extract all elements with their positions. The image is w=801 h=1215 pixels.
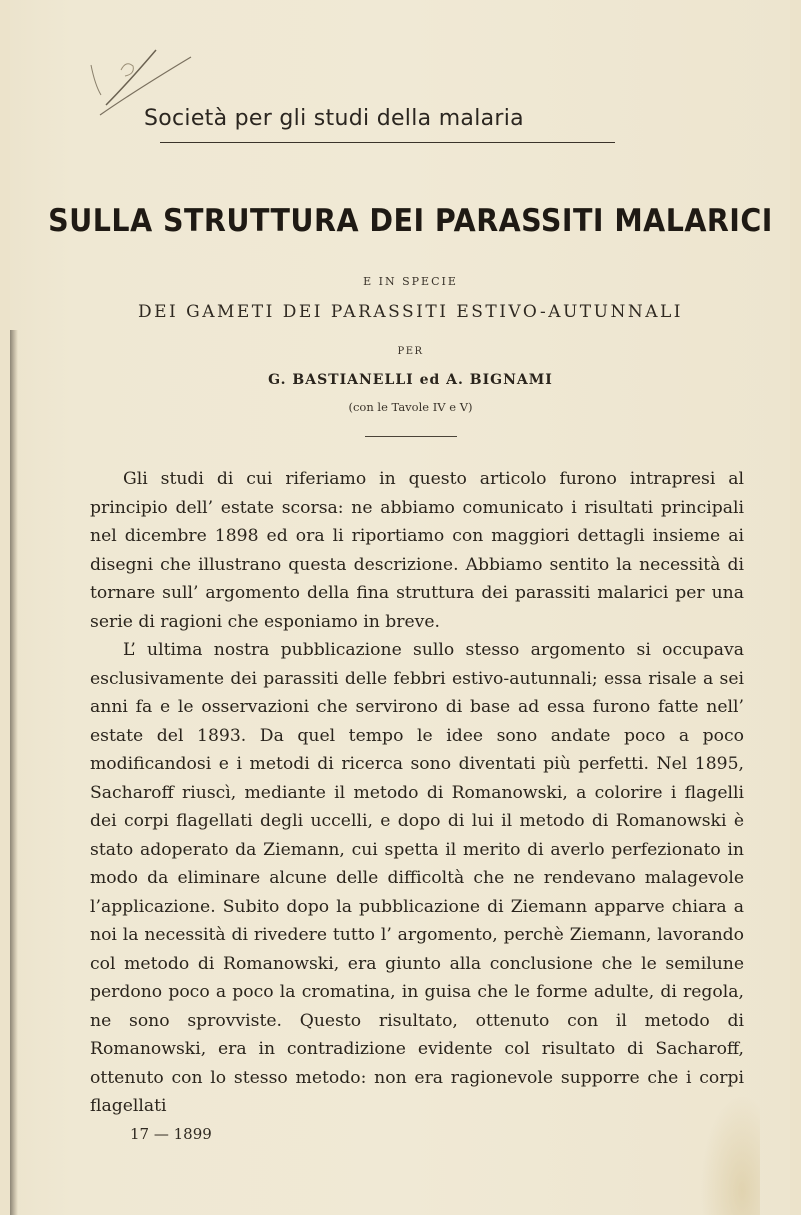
society-header: Società per gli studi della malaria <box>144 106 524 131</box>
article-body <box>90 465 744 1121</box>
byline-per: PER <box>397 346 424 357</box>
subtitle-line-1: E IN SPECIE <box>363 275 458 288</box>
authors: G. BASTIANELLI ed A. BIGNAMI <box>268 372 553 388</box>
page <box>10 0 790 1215</box>
subtitle-line-2: DEI GAMETI DEI PARASSITI ESTIVO-AUTUNNALI <box>137 302 684 322</box>
article-title: SULLA STRUTTURA DEI PARASSITI MALARICI <box>48 203 773 239</box>
binding-edge <box>10 330 18 1215</box>
header-rule <box>160 142 615 143</box>
plates-note: (con le Tavole IV e V) <box>348 400 473 414</box>
paragraph: Gli studi di cui riferiamo in questo articolo furono intrapresi al principio dell’ estate scorsa: ne abbiamo comunicato i risultati principali nel dicembre 1898 ed ora li riportiamo con maggiori dettagli insieme ai disegni che illustrano questa descrizione. Abbiamo sentito la necessità di tornare sull’ argomento della fina struttura dei parassiti malarici per una serie di ragioni che esponiamo in breve. <box>90 469 744 632</box>
signature-mark: 17 — 1899 <box>130 1125 212 1143</box>
paper-stain <box>700 1095 760 1215</box>
title-rule <box>365 436 457 437</box>
paragraph: L’ ultima nostra pubblicazione sullo stesso argomento si occupava esclusivamente dei parassiti delle febbri estivo-autunnali; essa risale a sei anni fa e le osservazioni che servirono di base ad essa furono fatte nell’ estate del 1893. Da quel tempo le idee sono andate poco a poco modificandosi e i metodi di ricerca sono diventati più perfetti. Nel 1895, Sacharoff riuscì, mediante il metodo di Romanowski, a colorire i flagelli dei corpi flagellati degli uccelli, e dopo di lui il metodo di Romanowski è stato adoperato da Ziemann, cui spetta il merito di averlo perfezionato in modo da eliminare alcune delle difficoltà che ne rendevano malagevole l’applicazione. Subito dopo la pubblicazione di Ziemann apparve chiara a noi la necessità di rivedere tutto l’ argomento, perchè Ziemann, lavorando col metodo di Romanowski, era giunto alla conclusione che le semilune perdono poco a poco la cromatina, in guisa che le forme adulte, di regola, ne sono sprovviste. Questo risultato, ottenuto con il metodo di Romanowski, era in contradizione evidente col risultato di Sacharoff, ottenuto con lo stesso metodo: non era ragionevole supporre che i corpi flagellati <box>90 640 744 1116</box>
